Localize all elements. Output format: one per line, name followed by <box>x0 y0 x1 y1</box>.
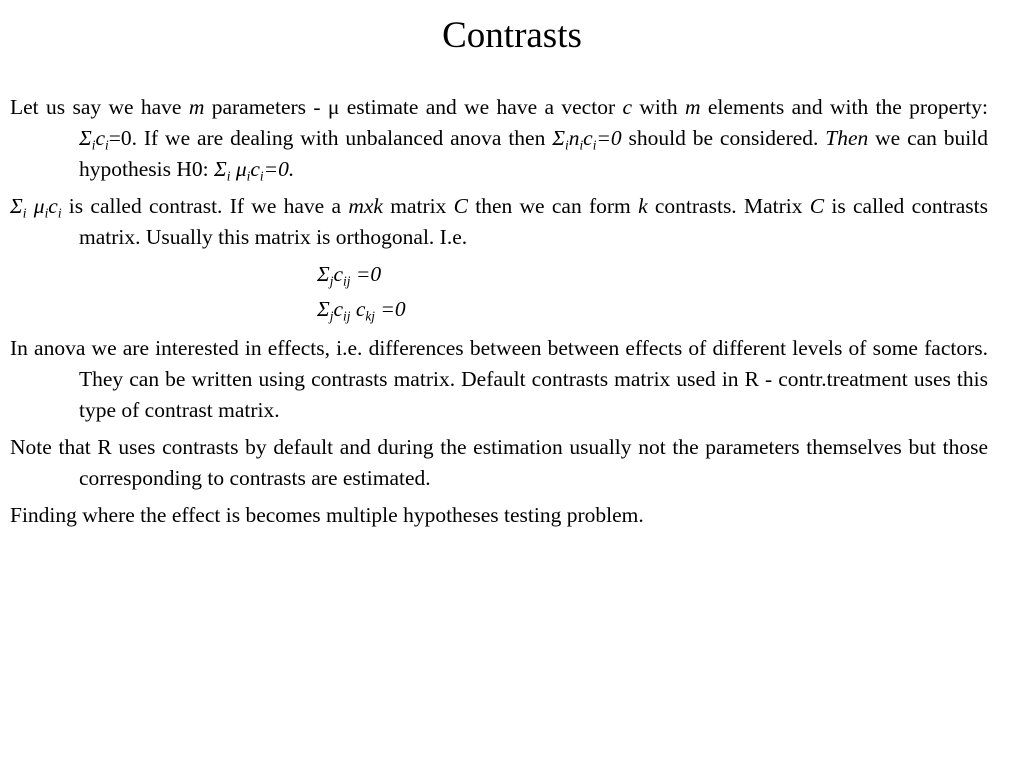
paragraph-contrast-definition: $\Sigma_i$ $\mu_ic_i$ is called contrast. If we have a mxk matrix C then we can form k contrasts. Matrix C is called contrasts matrix. Usually this matrix is orthogonal. I.e. <box>10 194 989 249</box>
paragraph-parameters: Let us say we have m parameters - μ estimate and we have a vector c with m elements and with the property: $\Sigma_ic_i=0$. If we are dealing with unbalanced anova then $\Sigma_in_ic_i=0$ should be considered. Then we can build hypothesis H0: $\Sigma_i$ $\mu_ic_i=0$. <box>10 95 988 184</box>
paragraph-r-contrasts: Note that R uses contrasts by default and during the estimation usually not the parameters themselves but those corresponding to contrasts are estimated. <box>10 435 988 490</box>
slide-title: Contrasts <box>442 15 582 56</box>
paragraph-multiple-testing: Finding where the effect is becomes multiple hypotheses testing problem. <box>10 503 644 527</box>
paragraph-anova-effects: In anova we are interested in effects, i.e. differences between between effects of different levels of some factors. They can be written using contrasts matrix. Default contrasts matrix used in R - contr.treatment uses this type of contrast matrix. <box>10 336 988 422</box>
formula-orthogonality: $\Sigma_jc_{ij}$ $c_{kj} =0$ <box>317 297 406 324</box>
formula-column-sum: $\Sigma_jc_{ij} =0$ <box>317 262 382 289</box>
slide-body <box>10 92 988 537</box>
